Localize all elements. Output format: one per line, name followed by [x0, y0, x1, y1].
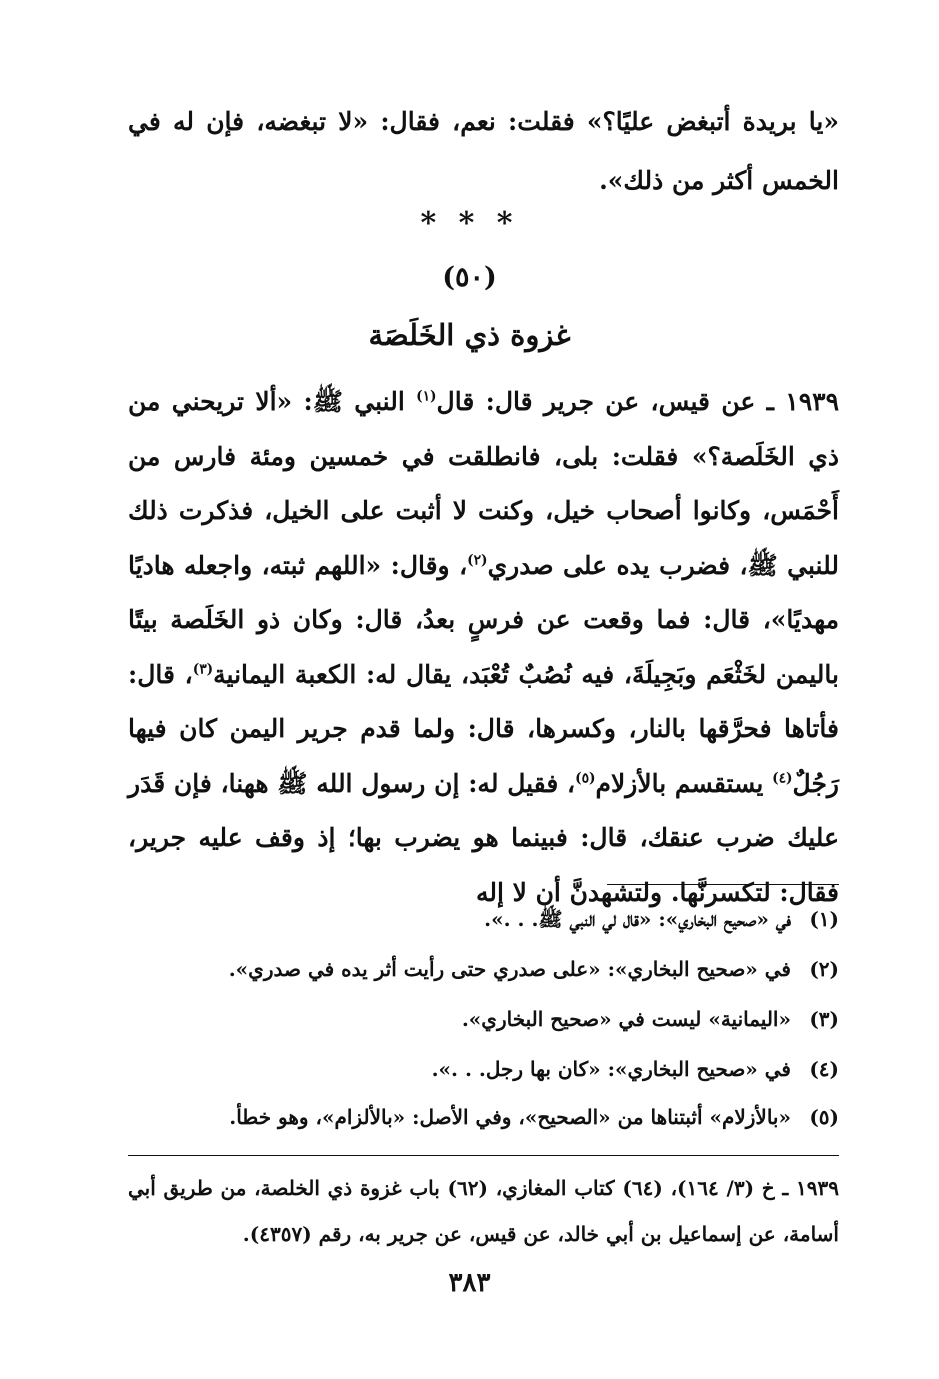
footnote-text: في «صحيح البخاري»: «قال لي النبي ﷺ. . .».	[484, 907, 791, 931]
section-separator: * * *	[420, 206, 519, 241]
footnote-divider	[607, 884, 839, 885]
takhrij-divider	[128, 1155, 839, 1156]
page-number: ٣٨٣	[448, 1268, 491, 1298]
footnote-text: «بالأزلام» أثبتناها من «الصحيح»، وفي الأصل: «بالألزام»، وهو خطأ.	[229, 1105, 791, 1129]
hadith-paragraph	[128, 375, 839, 920]
footnote-ref-4[interactable]: (٤)	[772, 770, 793, 787]
footnote-1	[128, 905, 839, 933]
hadith-text-2: النبي ﷺ: «ألا تريحني من ذي الخَلَصة؟» فقلت: بلى، فانطلقت في خمسين ومئة فارس من أَحْمَس، وكانوا أصحاب خيل، وكنت لا أثبت على الخيل، فذكرت ذلك للنبي ﷺ، فضرب يده على صدري	[128, 387, 839, 580]
footnote-text: في «صحيح البخاري»: «كان بها رجل. . .».	[431, 1057, 791, 1081]
footnote-ref-3[interactable]: (٣)	[192, 661, 214, 678]
footnote-3	[128, 1005, 839, 1033]
hadith-text-3: ، وقال: «اللهم ثبته، واجعله هاديًا مهديًا»، قال: فما وقعت عن فرسٍ بعدُ، قال: وكان ذو الخَلَصة بيتًا باليمن لخَثْعَم وبَجِيلَةَ، فيه نُصُبٌ تُعْبَد، يقال له: الكعبة اليمانية	[128, 550, 840, 689]
footnote-4	[128, 1055, 839, 1083]
footnote-ref-1[interactable]: (١)	[416, 388, 437, 405]
takhrij-number: ١٩٣٩	[796, 1176, 840, 1200]
chapter-number: (٥٠)	[442, 262, 497, 293]
footnote-ref-5[interactable]: (٥)	[575, 770, 596, 787]
footnote-number: (٢)	[809, 957, 839, 981]
footnote-text: في «صحيح البخاري»: «على صدري حتى رأيت أثر يده في صدري».	[228, 957, 791, 981]
footnote-ref-2[interactable]: (٢)	[467, 552, 488, 569]
takhrij-note	[128, 1165, 839, 1257]
footnote-text: «اليمانية» ليست في «صحيح البخاري».	[461, 1007, 791, 1031]
footnote-number: (٤)	[809, 1057, 839, 1081]
footnote-number: (١)	[809, 907, 839, 931]
footnote-5	[128, 1103, 839, 1131]
hadith-number: ١٩٣٩	[785, 387, 839, 416]
hadith-text-4: ، قال: فأتاها فحرَّقها بالنار، وكسرها، قال: ولما قدم جرير اليمن كان فيها رَجُلٌ	[128, 659, 839, 798]
chapter-title: غزوة ذي الخَلَصَة	[368, 318, 571, 352]
takhrij-text: ـ خ (٣/ ١٦٤)، (٦٤) كتاب المغازي، (٦٢) باب غزوة ذي الخلصة، من طريق أبي أسامة، عن إسماعيل بن أبي خالد، عن قيس، عن جرير به، رقم (٤٣٥٧).	[128, 1176, 839, 1246]
footnote-2	[128, 955, 839, 983]
footnote-number: (٣)	[809, 1007, 839, 1031]
footnote-number: (٥)	[809, 1105, 839, 1129]
hadith-text-6: ، فقيل له: إن رسول الله ﷺ ههنا، فإن قَدَر عليك ضرب عنقك، قال: فبينما هو يضرب بها؛ إذ وقف عليه جرير، فقال: لتكسرنَّها. ولتشهدنَّ أن لا إله	[128, 768, 839, 907]
hadith-text-5: يستقسم بالأزلام	[595, 768, 773, 798]
hadith-text-1: ـ عن قيس، عن جرير قال: قال	[436, 387, 786, 416]
intro-paragraph: «يا بريدة أتبغض عليًا؟» فقلت: نعم، فقال: «لا تبغضه، فإن له في الخمس أكثر من ذلك».	[128, 107, 839, 195]
